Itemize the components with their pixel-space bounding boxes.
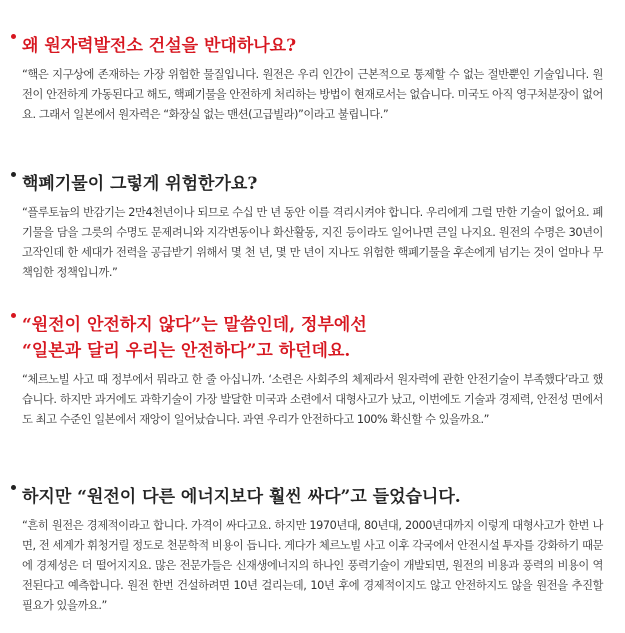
question-line: 하지만 “원전이 다른 에너지보다 훨씬 싸다”고 들었습니다. <box>22 487 461 507</box>
question-heading <box>18 33 603 59</box>
qa-section-3 <box>18 312 603 430</box>
bullet-icon <box>11 172 16 177</box>
answer-paragraph: “체르노빌 사고 때 정부에서 뭐라고 한 줄 아십니까. ‘소련은 사회주의 체제라서 원자력에 관한 안전기술이 부족했다’라고 했습니다. 하지만 과거에도 과학기술이 가장 발달한 미국과 소련에서 대형사고가 났고, 이번에도 기술과 경제력, 안전성 면에서도 최고 수준인 일본에서 재앙이 일어났습니다. 과연 우리가 안전하다고 100% 확신할 수 있을까요.” <box>22 373 603 426</box>
question-heading <box>18 484 603 510</box>
qa-section-2 <box>18 171 603 283</box>
bullet-icon <box>11 313 16 318</box>
answer-paragraph: “흔히 원전은 경제적이라고 합니다. 가격이 싸다고요. 하지만 1970년대, 80년대, 2000년대까지 이렇게 대형사고가 한번 나면, 전 세계가 휘청거릴 정도로 천문학적 비용이 듭니다. 게다가 체르노빌 사고 이후 각국에서 안전시설 투자를 강화하기 때문에 경제성은 더 떨어지지요. 많은 전문가들은 신재생에너지의 하나인 풍력기술이 개발되면, 원전의 비용과 풍력의 비용이 역전된다고 예측합니다. 원전 한번 건설하려면 10년 걸리는데, 10년 후에 경제적이지도 않고 안전하지도 않을 원전을 추진할 필요가 있을까요.” <box>22 519 603 612</box>
bullet-icon <box>11 485 16 490</box>
question-heading <box>18 171 603 197</box>
qa-section-4 <box>18 484 603 616</box>
question-line: “원전이 안전하지 않다”는 말씀인데, 정부에선 <box>22 315 367 335</box>
answer-paragraph: “핵은 지구상에 존재하는 가장 위험한 물질입니다. 원전은 우리 인간이 근본적으로 통제할 수 없는 절반뿐인 기술입니다. 원전이 안전하게 가동된다고 해도, 핵폐기물을 안전하게 처리하는 방법이 현재로서는 없습니다. 미국도 아직 영구처분장이 없어요. 그래서 일본에서 원자력은 “화장실 없는 맨션(고급빌라)”이라고 불립니다.” <box>22 68 603 121</box>
answer-paragraph: “플루토늄의 반감기는 2만4천년이나 되므로 수십 만 년 동안 이를 격리시켜야 합니다. 우리에게 그럴 만한 기술이 없어요. 폐기물을 담을 그릇의 수명도 문제려니와 지각변동이나 화산활동, 지진 등이라도 일어나면 큰일 나지요. 원전의 수명은 30년이 고작인데 한 세대가 전력을 공급받기 위해서 몇 천 년, 몇 만 년이 지나도 위험한 핵폐기물을 후손에게 넘기는 것이 얼마나 무책임한 정책입니까.” <box>22 206 603 279</box>
question-line: 핵폐기물이 그렇게 위험한가요? <box>22 174 258 194</box>
question-line: “일본과 달리 우리는 안전하다”고 하던데요. <box>22 341 351 361</box>
question-line: 왜 원자력발전소 건설을 반대하나요? <box>22 36 297 56</box>
bullet-icon <box>11 34 16 39</box>
question-heading <box>18 312 603 364</box>
qa-section-1 <box>18 33 603 125</box>
